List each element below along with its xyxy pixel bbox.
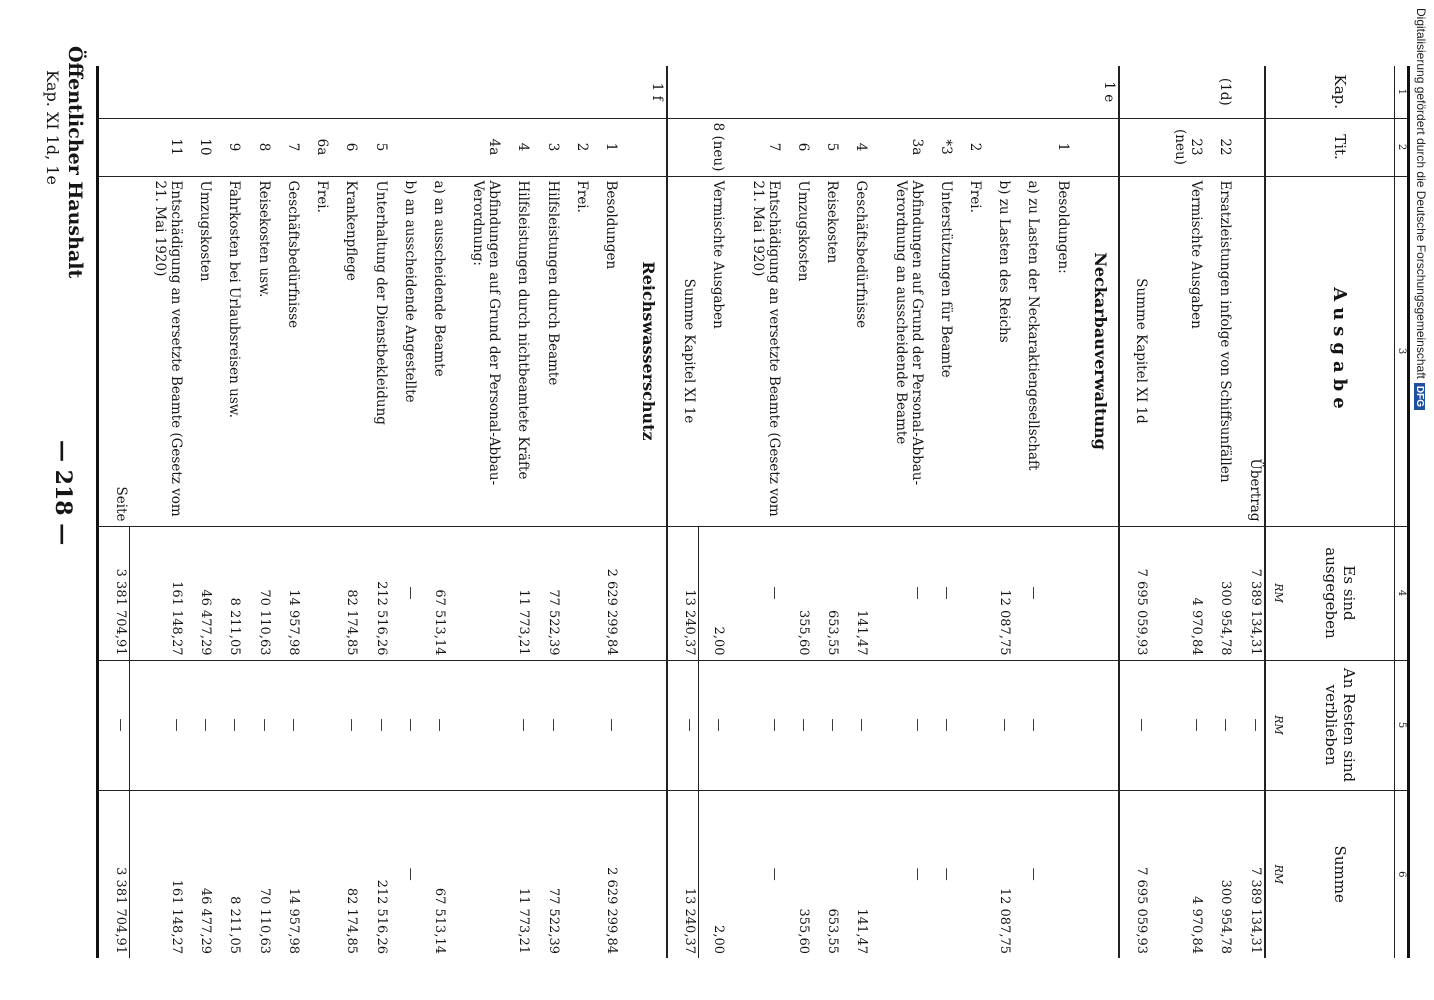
summe-cell: 67 513,14: [419, 790, 448, 958]
kap-cell: [667, 66, 698, 118]
resten-cell: —: [926, 660, 955, 790]
header-tit: Tit.: [1286, 118, 1395, 176]
ausgegeben-cell: 13 240,37: [667, 526, 698, 660]
kap-cell: [870, 66, 925, 118]
ausgegeben-cell: [955, 526, 984, 660]
summe-cell: [955, 790, 984, 958]
summe-cell: 4 970,84: [1150, 790, 1205, 958]
desc-cell: Besoldungen: [591, 176, 620, 526]
colnum-4: 4: [1395, 526, 1409, 660]
sum-row: [667, 66, 698, 958]
unit-label: RM: [1265, 660, 1286, 790]
summe-cell: [1072, 790, 1119, 958]
tit-cell: 9: [214, 118, 243, 176]
summe-cell: 13 240,37: [667, 790, 698, 958]
section-header-row: [620, 66, 667, 958]
tit-cell: [667, 118, 698, 176]
tit-cell: 3a: [870, 118, 925, 176]
colnum-1: 1: [1395, 66, 1409, 118]
digitization-note: [1414, 8, 1428, 410]
ausgegeben-cell: 300 954,78: [1205, 526, 1234, 660]
desc-cell: Umzugskosten: [185, 176, 214, 526]
ausgegeben-cell: [448, 526, 503, 660]
resten-cell: [1072, 660, 1119, 790]
kap-cell: [591, 66, 620, 118]
ausgegeben-cell: [620, 526, 667, 660]
summe-cell: 12 087,75: [984, 790, 1013, 958]
summe-cell: 141,47: [841, 790, 870, 958]
ausgegeben-cell: —: [1013, 526, 1042, 660]
ausgegeben-cell: 161 148,27: [130, 526, 185, 660]
table-row: [273, 66, 302, 958]
table-row: [331, 66, 360, 958]
summe-cell: [620, 790, 667, 958]
summe-cell: 7 389 134,31: [1234, 790, 1265, 958]
tit-cell: [1072, 118, 1119, 176]
desc-cell: Frei.: [955, 176, 984, 526]
summe-cell: —: [390, 790, 419, 958]
summe-cell: 11 773,21: [503, 790, 532, 958]
tit-cell: 6: [331, 118, 360, 176]
desc-cell: Frei.: [302, 176, 331, 526]
ausgegeben-cell: —: [390, 526, 419, 660]
kap-cell: [214, 66, 243, 118]
desc-cell: Frei.: [562, 176, 591, 526]
desc-cell: Abfindungen auf Grund der Personal-Abbau-Verordnung:: [448, 176, 503, 526]
desc-cell: b) an ausscheidende Angestellte: [390, 176, 419, 526]
tit-cell: 22: [1205, 118, 1234, 176]
resten-cell: —: [390, 660, 419, 790]
desc-cell: Unterhaltung der Dienstbekleidung: [360, 176, 389, 526]
kap-cell: 1 f: [649, 82, 666, 101]
colnum-5: 5: [1395, 660, 1409, 790]
desc-cell: Umzugskosten: [783, 176, 812, 526]
summe-cell: 77 522,39: [532, 790, 561, 958]
kap-cell: [783, 66, 812, 118]
ausgegeben-cell: [1042, 526, 1071, 660]
kap-cell: [532, 66, 561, 118]
resten-cell: —: [130, 660, 185, 790]
summe-cell: 7 695 059,93: [1119, 790, 1150, 958]
ausgegeben-cell: 77 522,39: [532, 526, 561, 660]
desc-cell: Übertrag: [1234, 176, 1265, 526]
desc-cell: Vermischte Ausgaben: [1150, 176, 1205, 526]
desc-cell: Ersatzleistungen infolge von Schiffsunfällen: [1205, 176, 1234, 526]
column-number-row: [1395, 66, 1409, 958]
summe-cell: 3 381 704,91: [98, 790, 130, 958]
table-row: [562, 66, 591, 958]
desc-cell: Hilfsleistungen durch Beamte: [532, 176, 561, 526]
ausgegeben-cell: 70 110,63: [243, 526, 272, 660]
table-row: [1234, 66, 1265, 958]
colnum-3: 3: [1395, 176, 1409, 526]
tit-cell: 1: [591, 118, 620, 176]
kap-cell: [98, 66, 130, 118]
resten-cell: [620, 660, 667, 790]
desc-cell: Krankenpflege: [331, 176, 360, 526]
table-row: [130, 66, 185, 958]
table-row: [302, 66, 331, 958]
resten-cell: —: [870, 660, 925, 790]
tit-cell: 4a: [448, 118, 503, 176]
tit-cell: 23 (neu): [1150, 118, 1205, 176]
resten-cell: —: [812, 660, 841, 790]
desc-cell: Vermischte Ausgaben: [698, 176, 727, 526]
tit-cell: 11: [130, 118, 185, 176]
kap-cell: [273, 66, 302, 118]
table-row: [870, 66, 925, 958]
table-row: [214, 66, 243, 958]
kap-cell: [926, 66, 955, 118]
table-row: [698, 66, 727, 958]
kap-cell: [1119, 66, 1150, 118]
desc-cell: b) zu Lasten des Reichs: [984, 176, 1013, 526]
summe-cell: 82 174,85: [331, 790, 360, 958]
tit-cell: 8: [243, 118, 272, 176]
desc-cell: Reisekosten: [812, 176, 841, 526]
kap-cell: [331, 66, 360, 118]
tit-cell: 3: [532, 118, 561, 176]
desc-cell: Hilfsleistungen durch nichtbeamtete Kräfte: [503, 176, 532, 526]
kap-cell: [419, 66, 448, 118]
summe-cell: 70 110,63: [243, 790, 272, 958]
tit-cell: 4: [841, 118, 870, 176]
summe-cell: 653,55: [812, 790, 841, 958]
table-row: [783, 66, 812, 958]
table-row: [360, 66, 389, 958]
resten-cell: —: [331, 660, 360, 790]
table-row: [185, 66, 214, 958]
resten-cell: —: [98, 660, 130, 790]
ausgegeben-cell: 7 389 134,31: [1234, 526, 1265, 660]
desc-cell: Geschäftsbedürfnisse: [273, 176, 302, 526]
summe-cell: 8 211,05: [214, 790, 243, 958]
ausgegeben-cell: [562, 526, 591, 660]
summe-cell: 14 957,98: [273, 790, 302, 958]
header-kap: Kap.: [1331, 74, 1349, 110]
kap-cell: [984, 66, 1013, 118]
unit-label: RM: [1265, 790, 1286, 958]
resten-cell: —: [419, 660, 448, 790]
publication-title: Öffentlicher Haushalt: [64, 46, 86, 279]
ausgegeben-cell: —: [727, 526, 782, 660]
resten-cell: [562, 660, 591, 790]
summe-cell: [562, 790, 591, 958]
sum-row: [1119, 66, 1150, 958]
resten-cell: —: [591, 660, 620, 790]
tit-cell: 1: [1042, 118, 1071, 176]
tit-cell: 8 (neu): [698, 118, 727, 176]
ausgegeben-cell: 8 211,05: [214, 526, 243, 660]
table-row: [503, 66, 532, 958]
kap-cell: [503, 66, 532, 118]
ausgegeben-cell: 212 516,26: [360, 526, 389, 660]
summe-cell: [448, 790, 503, 958]
tit-cell: 10: [185, 118, 214, 176]
resten-cell: —: [1119, 660, 1150, 790]
table-row: [419, 66, 448, 958]
tit-cell: *3: [926, 118, 955, 176]
ausgegeben-cell: 653,55: [812, 526, 841, 660]
page-number: — 218 —: [50, 440, 76, 546]
resten-cell: —: [273, 660, 302, 790]
table-row: [448, 66, 503, 958]
table-row: [532, 66, 561, 958]
summe-cell: 161 148,27: [130, 790, 185, 958]
ausgegeben-cell: —: [926, 526, 955, 660]
table-row: [243, 66, 272, 958]
table-row: [390, 66, 419, 958]
desc-cell: Fahrkosten bei Urlaubsreisen usw.: [214, 176, 243, 526]
summe-cell: 355,60: [783, 790, 812, 958]
kap-cell: [955, 66, 984, 118]
table-row: [812, 66, 841, 958]
section-title: Neckarbauverwaltung: [1072, 176, 1119, 526]
resten-cell: —: [984, 660, 1013, 790]
table-row: [591, 66, 620, 958]
table-row: [1042, 66, 1071, 958]
ausgegeben-cell: 11 773,21: [503, 526, 532, 660]
tit-cell: 2: [562, 118, 591, 176]
summe-cell: 2,00: [698, 790, 727, 958]
resten-cell: —: [360, 660, 389, 790]
summe-cell: 46 477,29: [185, 790, 214, 958]
chapter-reference: Kap. XI 1d, 1e: [43, 70, 62, 185]
tit-cell: 2: [955, 118, 984, 176]
ausgegeben-cell: 2,00: [698, 526, 727, 660]
tit-cell: [419, 118, 448, 176]
summe-cell: —: [1013, 790, 1042, 958]
desc-cell: a) an ausscheidende Beamte: [419, 176, 448, 526]
desc-cell: Reisekosten usw.: [243, 176, 272, 526]
kap-cell: (1d): [1217, 77, 1234, 106]
unit-label: RM: [1265, 526, 1286, 660]
resten-cell: —: [532, 660, 561, 790]
kap-cell: [1042, 66, 1071, 118]
table-row: [926, 66, 955, 958]
resten-cell: [448, 660, 503, 790]
section-header-row: [1072, 66, 1119, 958]
summe-cell: 212 516,26: [360, 790, 389, 958]
resten-cell: [302, 660, 331, 790]
ausgegeben-cell: 82 174,85: [331, 526, 360, 660]
tit-cell: [1013, 118, 1042, 176]
table-row: [1013, 66, 1042, 958]
tit-cell: 7: [727, 118, 782, 176]
kap-cell: [448, 66, 503, 118]
kap-cell: [1234, 66, 1265, 118]
ausgegeben-cell: 46 477,29: [185, 526, 214, 660]
tit-cell: [98, 118, 130, 176]
desc-cell: Unterstützungen für Beamte: [926, 176, 955, 526]
summe-cell: —: [870, 790, 925, 958]
page-total-row: [98, 66, 130, 958]
resten-cell: —: [214, 660, 243, 790]
ausgegeben-cell: 4 970,84: [1150, 526, 1205, 660]
table-row: [1150, 66, 1205, 958]
resten-cell: —: [1013, 660, 1042, 790]
resten-cell: —: [243, 660, 272, 790]
kap-cell: [243, 66, 272, 118]
desc-cell: Abfindungen auf Grund der Personal-Abbau-Verordnung an ausscheidende Beamte: [870, 176, 925, 526]
kap-cell: [302, 66, 331, 118]
table-row: [841, 66, 870, 958]
kap-cell: [390, 66, 419, 118]
resten-cell: [1042, 660, 1071, 790]
summe-cell: 2 629 299,84: [591, 790, 620, 958]
kap-cell: [185, 66, 214, 118]
resten-cell: —: [783, 660, 812, 790]
desc-cell: Entschädigung an versetzte Beamte (Gesetz vom 21. Mai 1920): [130, 176, 185, 526]
kap-cell: [360, 66, 389, 118]
summe-cell: [302, 790, 331, 958]
ausgegeben-cell: 2 629 299,84: [591, 526, 620, 660]
resten-cell: [955, 660, 984, 790]
kap-cell: [727, 66, 782, 118]
header-summe: Summe: [1286, 790, 1395, 958]
tit-cell: [1119, 118, 1150, 176]
ausgegeben-cell: 3 381 704,91: [98, 526, 130, 660]
ausgegeben-cell: [302, 526, 331, 660]
kap-cell: [1013, 66, 1042, 118]
kap-cell: [1150, 66, 1205, 118]
tit-cell: 7: [273, 118, 302, 176]
tit-cell: 5: [360, 118, 389, 176]
tit-cell: [390, 118, 419, 176]
kap-cell: [562, 66, 591, 118]
table-row: [727, 66, 782, 958]
ausgegeben-cell: —: [870, 526, 925, 660]
resten-cell: —: [841, 660, 870, 790]
colnum-2: 2: [1395, 118, 1409, 176]
table-row: [984, 66, 1013, 958]
budget-table: [96, 66, 1410, 958]
section-title: Reichswasserschutz: [620, 176, 667, 526]
ausgegeben-cell: 355,60: [783, 526, 812, 660]
column-header-row: [1286, 66, 1395, 958]
desc-cell: Summe Kapitel XI 1e: [667, 176, 698, 526]
header-resten: An Resten sind verblieben: [1286, 660, 1395, 790]
kap-cell: [698, 66, 727, 118]
ausgegeben-cell: 7 695 059,93: [1119, 526, 1150, 660]
summe-cell: —: [926, 790, 955, 958]
kap-cell: [130, 66, 185, 118]
kap-cell: [841, 66, 870, 118]
resten-cell: —: [1205, 660, 1234, 790]
desc-cell: Entschädigung an versetzte Beamte (Gesetz vom 21. Mai 1920): [727, 176, 782, 526]
tit-cell: [984, 118, 1013, 176]
resten-cell: —: [667, 660, 698, 790]
kap-cell: [812, 66, 841, 118]
desc-cell: Besoldungen:: [1042, 176, 1071, 526]
tit-cell: [620, 118, 667, 176]
tit-cell: 6a: [302, 118, 331, 176]
resten-cell: —: [503, 660, 532, 790]
desc-cell: a) zu Lasten der Neckaraktiengesellschaft: [1013, 176, 1042, 526]
summe-cell: 300 954,78: [1205, 790, 1234, 958]
desc-cell: Seite: [98, 176, 130, 526]
resten-cell: —: [185, 660, 214, 790]
resten-cell: —: [1150, 660, 1205, 790]
desc-cell: Geschäftsbedürfnisse: [841, 176, 870, 526]
ausgegeben-cell: 12 087,75: [984, 526, 1013, 660]
desc-cell: Summe Kapitel XI 1d: [1119, 176, 1150, 526]
header-ausgabe: Ausgabe: [1286, 176, 1395, 526]
resten-cell: —: [1234, 660, 1265, 790]
ausgegeben-cell: 67 513,14: [419, 526, 448, 660]
resten-cell: —: [698, 660, 727, 790]
tit-cell: 5: [812, 118, 841, 176]
ausgegeben-cell: 14 957,98: [273, 526, 302, 660]
table-row: [1205, 66, 1234, 958]
resten-cell: —: [727, 660, 782, 790]
unit-row: [1265, 66, 1286, 958]
ausgegeben-cell: [1072, 526, 1119, 660]
tit-cell: 4: [503, 118, 532, 176]
ausgegeben-cell: 141,47: [841, 526, 870, 660]
digitization-note-text: Digitalisierung gefördert durch die Deutsche Forschungsgemeinschaft: [1414, 8, 1428, 379]
kap-cell: 1 e: [1100, 81, 1117, 103]
tit-cell: 6: [783, 118, 812, 176]
colnum-6: 6: [1395, 790, 1409, 958]
summe-cell: [1042, 790, 1071, 958]
tit-cell: [1234, 118, 1265, 176]
table-row: [955, 66, 984, 958]
dfg-logo: DFG: [1414, 383, 1425, 410]
header-ausgegeben: Es sind ausgegeben: [1286, 526, 1395, 660]
summe-cell: —: [727, 790, 782, 958]
